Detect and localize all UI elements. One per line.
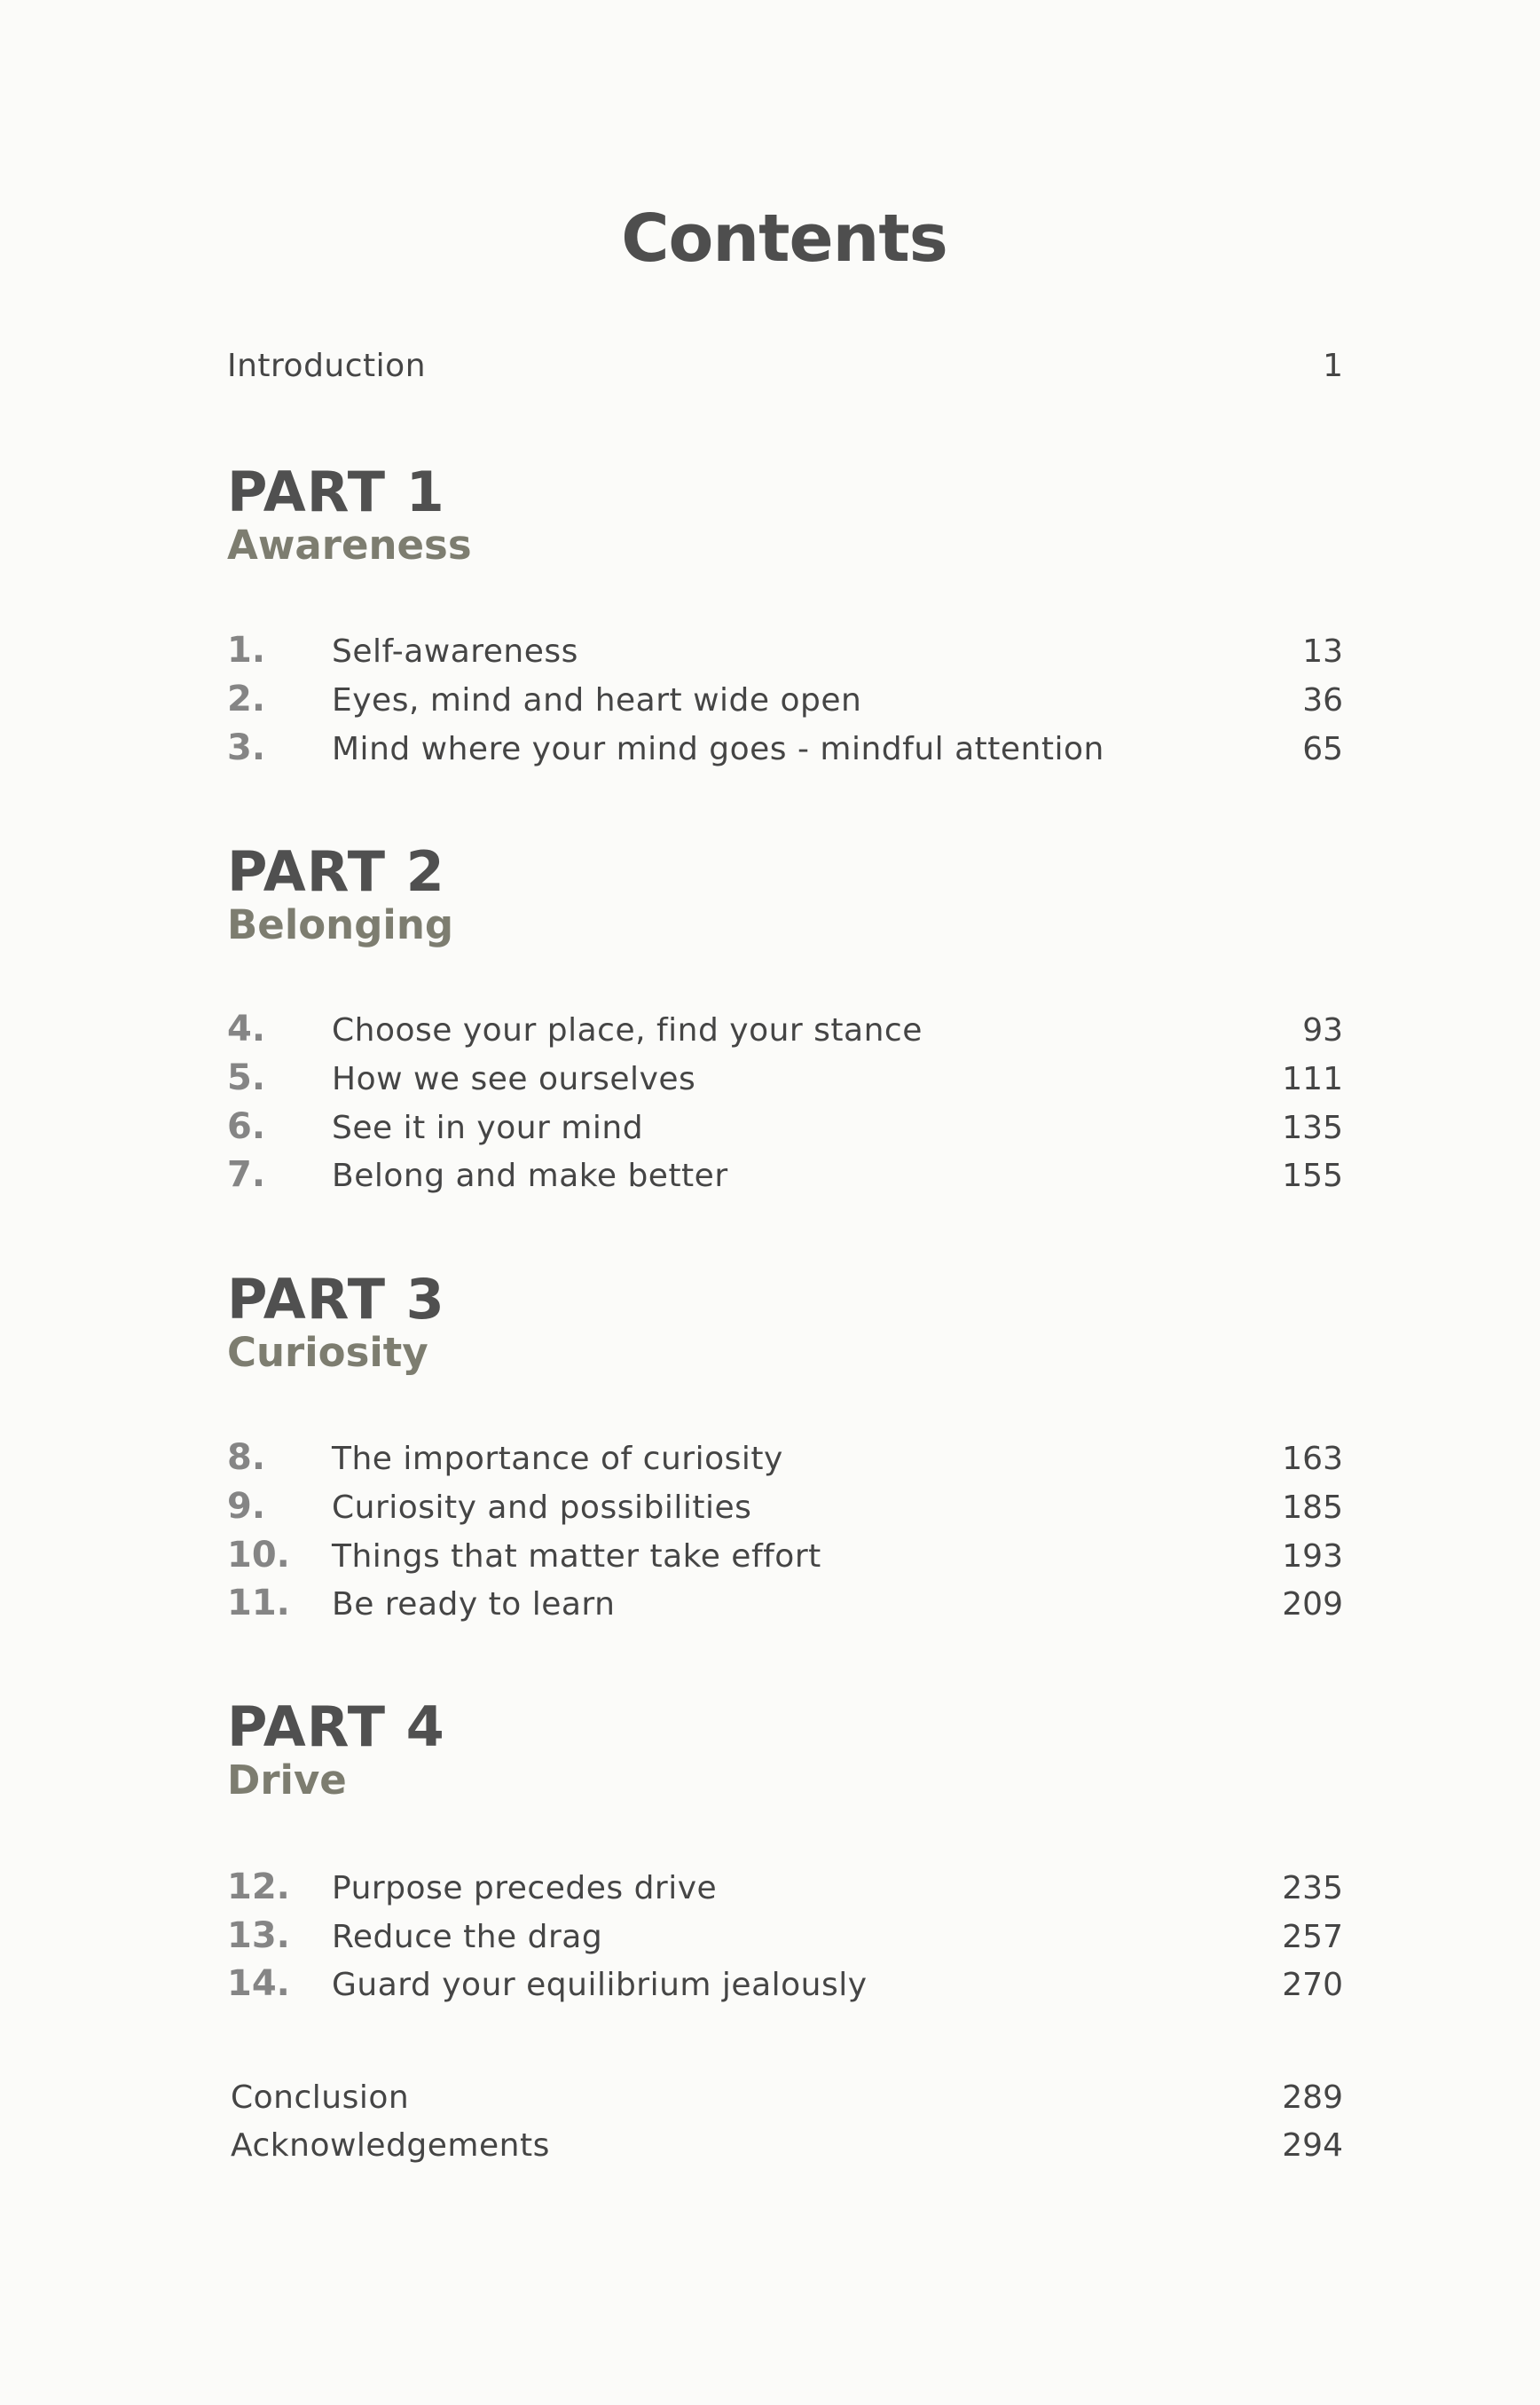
entry-title: Mind where your mind goes - mindful attention	[332, 731, 1104, 767]
toc-entry	[227, 1057, 1343, 1102]
chapter-number: 5.	[227, 1057, 266, 1098]
entry-title: Reduce the drag	[332, 1919, 603, 1955]
toc-entry	[227, 1106, 1343, 1151]
toc-entry	[227, 2076, 1343, 2120]
page-number: 36	[1302, 682, 1343, 719]
toc-entry	[227, 1535, 1343, 1579]
toc-entry	[227, 1437, 1343, 1482]
toc-entry	[227, 630, 1343, 674]
entry-title: See it in your mind	[332, 1110, 644, 1146]
chapter-number: 14.	[227, 1963, 290, 2004]
page-number: 294	[1282, 2127, 1343, 2164]
chapter-number: 3.	[227, 727, 266, 768]
entry-title: Belong and make better	[332, 1158, 728, 1194]
chapter-number: 11.	[227, 1583, 290, 1623]
page-number: 257	[1282, 1919, 1343, 1955]
toc-entry	[227, 1915, 1343, 1960]
toc-entry	[227, 1583, 1343, 1627]
entry-title: Conclusion	[231, 2079, 410, 2116]
chapter-number: 7.	[227, 1154, 266, 1195]
entry-title: Choose your place, find your stance	[332, 1012, 923, 1049]
entry-title: Acknowledgements	[231, 2127, 550, 2164]
chapter-number: 1.	[227, 630, 266, 671]
part-heading: PART 3	[227, 1267, 445, 1332]
entry-title: Curiosity and possibilities	[332, 1489, 752, 1526]
part-name: Drive	[227, 1757, 347, 1804]
entry-title: Introduction	[227, 348, 427, 384]
page-title: Contents	[621, 200, 947, 277]
page-number: 289	[1282, 2079, 1343, 2116]
toc-entry	[227, 2124, 1343, 2168]
part-name: Belonging	[227, 901, 454, 948]
page-number: 135	[1282, 1110, 1343, 1146]
part-heading: PART 4	[227, 1694, 445, 1759]
page-number: 163	[1282, 1441, 1343, 1477]
page-number: 270	[1282, 1967, 1343, 2003]
page-number: 1	[1323, 348, 1343, 384]
entry-title: Be ready to learn	[332, 1586, 616, 1623]
toc-entry	[227, 727, 1343, 772]
entry-title: Things that matter take effort	[332, 1538, 821, 1575]
toc-entry	[227, 679, 1343, 723]
page-number: 93	[1302, 1012, 1343, 1049]
entry-title: Eyes, mind and heart wide open	[332, 682, 862, 719]
chapter-number: 2.	[227, 679, 266, 719]
page-number: 155	[1282, 1158, 1343, 1194]
toc-entry	[227, 1486, 1343, 1530]
page-number: 235	[1282, 1870, 1343, 1906]
page-number: 209	[1282, 1586, 1343, 1623]
part-heading: PART 1	[227, 460, 445, 524]
chapter-number: 4.	[227, 1009, 266, 1049]
page-number: 185	[1282, 1489, 1343, 1526]
toc-entry	[227, 1009, 1343, 1053]
part-heading: PART 2	[227, 839, 445, 904]
part-name: Curiosity	[227, 1329, 428, 1376]
page-number: 13	[1302, 633, 1343, 670]
toc-entry	[227, 1963, 1343, 2008]
entry-title: Purpose precedes drive	[332, 1870, 718, 1906]
page-number: 111	[1282, 1061, 1343, 1097]
chapter-number: 12.	[227, 1867, 290, 1907]
chapter-number: 6.	[227, 1106, 266, 1147]
toc-entry	[227, 1867, 1343, 1911]
toc-entry	[227, 1154, 1343, 1199]
part-name: Awareness	[227, 522, 472, 569]
chapter-number: 13.	[227, 1915, 290, 1956]
entry-title: The importance of curiosity	[332, 1441, 783, 1477]
chapter-number: 9.	[227, 1486, 266, 1527]
chapter-number: 10.	[227, 1535, 290, 1576]
entry-title: How we see ourselves	[332, 1061, 696, 1097]
entry-title: Guard your equilibrium jealously	[332, 1967, 868, 2003]
chapter-number: 8.	[227, 1437, 266, 1478]
toc-entry	[227, 344, 1343, 389]
page-number: 193	[1282, 1538, 1343, 1575]
page-number: 65	[1302, 731, 1343, 767]
entry-title: Self-awareness	[332, 633, 578, 670]
